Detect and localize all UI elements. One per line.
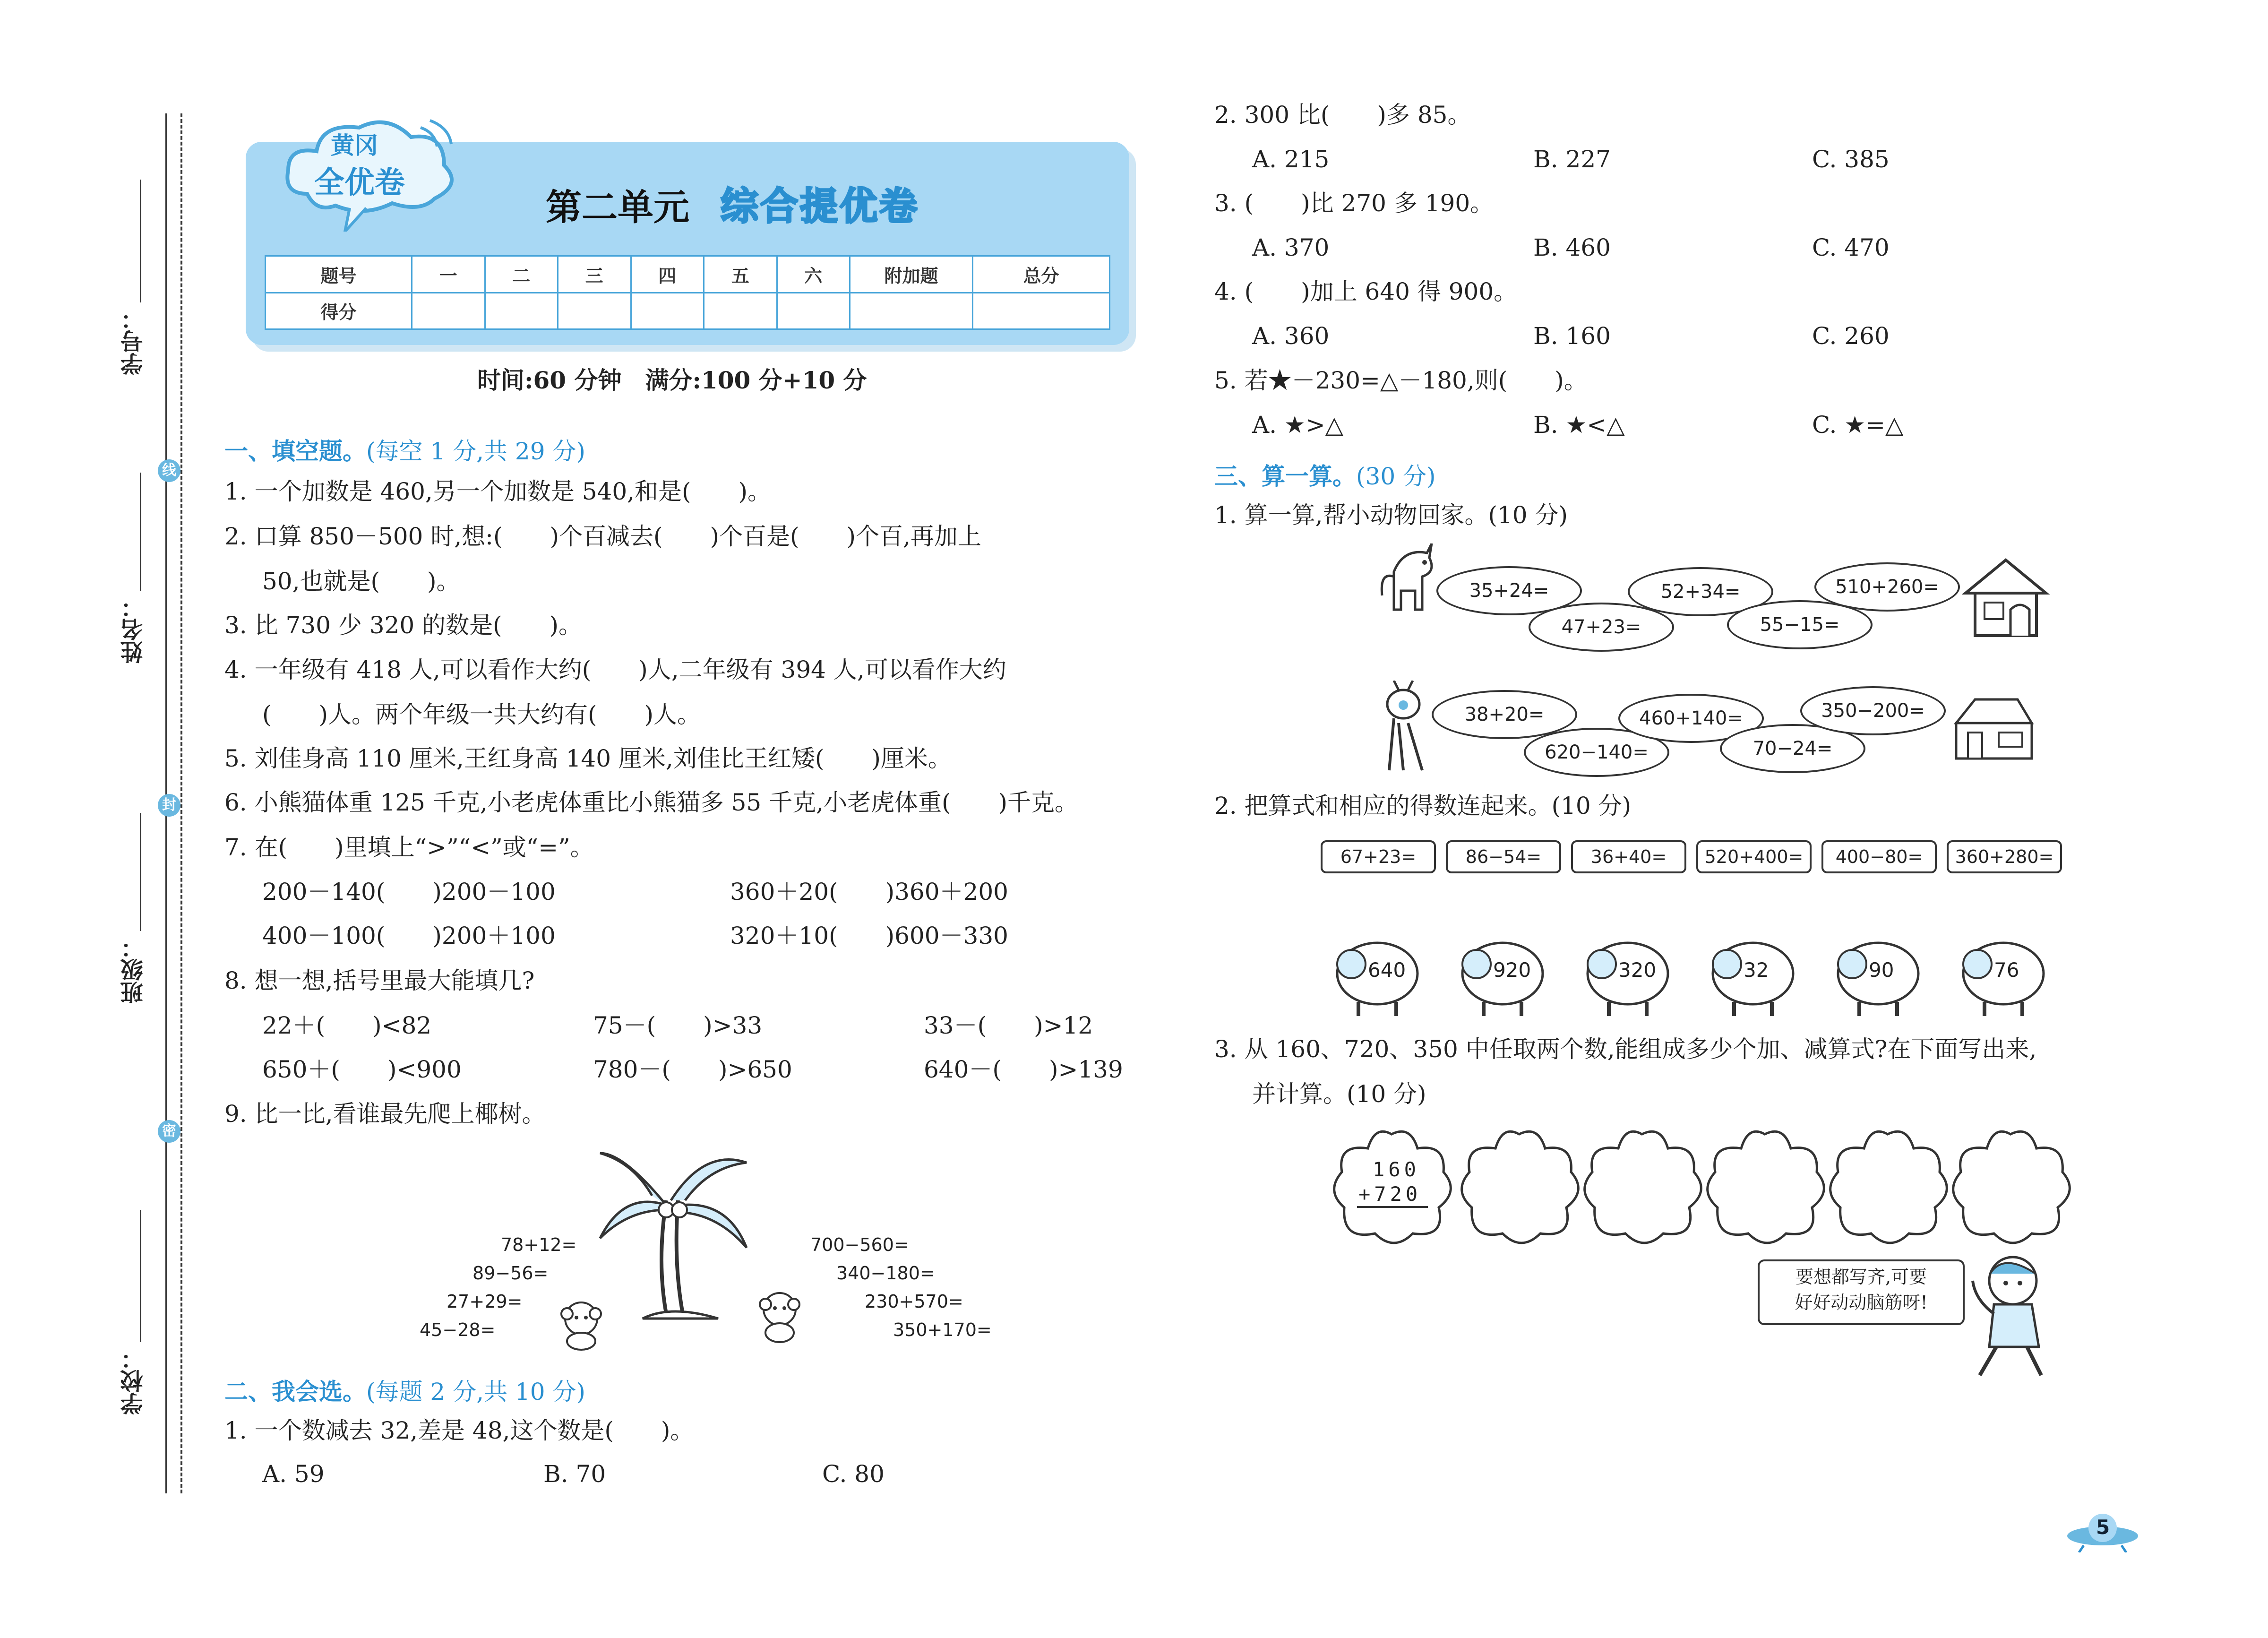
sheep-answer[interactable] [1706, 936, 1800, 1021]
s3-q3-line1: 3. 从 160、720、350 中任取两个数,能组成多少个加、减算式?在下面写出来, [1214, 1035, 2037, 1063]
s2-q2-option-a[interactable]: A. 215 [1252, 146, 1330, 173]
s2-q1-option-c[interactable]: C. 80 [822, 1460, 885, 1488]
s1-q8-item: 780－( )>650 [593, 1056, 792, 1083]
path2-step: 70−24= [1720, 724, 1865, 773]
score-head-cell: 题号 [266, 256, 412, 293]
s2-q5-option-b[interactable]: B. ★<△ [1533, 411, 1625, 439]
tree-right-eq: 340−180= [836, 1263, 935, 1284]
section2-title-text: 二、我会选。 [224, 1378, 366, 1405]
s1-q8-item: 75－( )>33 [593, 1012, 763, 1039]
score-head-cell: 附加题 [850, 256, 973, 293]
label-school: 学校： [120, 1347, 147, 1415]
s1-q5: 5. 刘佳身高 110 厘米,王红身高 140 厘米,刘佳比王红矮( )厘米。 [224, 745, 952, 772]
sheep-answer[interactable] [1581, 936, 1675, 1021]
tree-left-eq: 45−28= [420, 1319, 496, 1340]
tree-left-eq: 78+12= [501, 1234, 577, 1255]
expr-card[interactable]: 360+280= [1947, 840, 2062, 873]
s1-q4-line1: 4. 一年级有 418 人,可以看作大约( )人,二年级有 394 人,可以看作大约 [224, 656, 1006, 683]
answer-flower[interactable] [1701, 1125, 1829, 1248]
path1-step: 55−15= [1727, 600, 1873, 649]
section3-title-text: 三、算一算。 [1214, 462, 1356, 490]
score-cell[interactable] [973, 293, 1110, 329]
expr-card[interactable]: 86−54= [1446, 840, 1561, 873]
s1-q2-line2: 50,也就是( )。 [262, 568, 460, 595]
s2-q2-option-b[interactable]: B. 227 [1533, 146, 1611, 173]
s1-q6: 6. 小熊猫体重 125 千克,小老虎体重比小熊猫多 55 千克,小老虎体重( )千克。 [224, 789, 1079, 816]
seal-feng: 封 [158, 794, 180, 817]
section2-note: (每题 2 分,共 10 分) [366, 1378, 585, 1405]
house-icon [1947, 695, 2036, 761]
answer-flower[interactable] [1455, 1125, 1583, 1248]
class-line [140, 813, 141, 931]
s1-q8: 8. 想一想,括号里最大能填几? [224, 967, 535, 994]
s1-q8-item: 33－( )>12 [924, 1012, 1093, 1039]
s1-q7-item: 320＋10( )600－330 [730, 922, 1008, 949]
score-head-cell: 四 [631, 256, 704, 293]
tree-right-eq: 350+170= [893, 1319, 992, 1340]
section3-note: (30 分) [1356, 463, 1436, 490]
score-cell[interactable] [412, 293, 485, 329]
monkey-right-icon [751, 1285, 808, 1347]
expr-card[interactable]: 67+23= [1321, 840, 1436, 873]
sheep-number: 32 [1744, 958, 1769, 982]
score-head-cell: 五 [704, 256, 777, 293]
s2-q1-option-b[interactable]: B. 70 [543, 1460, 606, 1488]
sheep-number: 76 [1994, 958, 2019, 982]
path2-step: 350−200= [1800, 686, 1946, 735]
example-underline [1357, 1206, 1428, 1208]
s2-q4: 4. ( )加上 640 得 900。 [1214, 278, 1518, 305]
flower-icon [1824, 1125, 1951, 1248]
logo-text-2: 全优卷 [314, 165, 405, 200]
sheep-number: 640 [1368, 958, 1406, 982]
path1-step: 52+34= [1628, 567, 1773, 616]
score-cell[interactable] [631, 293, 704, 329]
tree-right-eq: 230+570= [865, 1291, 963, 1312]
sheep-number: 920 [1493, 958, 1531, 982]
sheep-number: 320 [1618, 958, 1657, 982]
speech-bubble [1758, 1259, 1965, 1325]
sheep-answer[interactable] [1956, 936, 2051, 1021]
s2-q3-option-b[interactable]: B. 460 [1533, 234, 1611, 261]
path1-step: 510+260= [1814, 562, 1960, 612]
flower-icon [1701, 1125, 1829, 1248]
label-name: 姓名： [120, 595, 147, 664]
expr-card[interactable]: 400−80= [1821, 840, 1937, 873]
example-bottom-number: +720 [1358, 1182, 1422, 1206]
answer-flower-example [1328, 1125, 1455, 1248]
label-class: 班级： [120, 936, 147, 1004]
s1-q7-item: 360＋20( )360＋200 [730, 878, 1008, 905]
section2-title [224, 1373, 585, 1407]
path1-step: 35+24= [1436, 566, 1582, 615]
path1-step: 47+23= [1529, 603, 1674, 652]
page-number: 5 [2096, 1516, 2110, 1539]
student-id-line [140, 180, 141, 302]
example-top-number: 160 [1373, 1158, 1420, 1181]
s2-q4-option-c[interactable]: C. 260 [1812, 322, 1890, 350]
s2-q4-option-b[interactable]: B. 160 [1533, 322, 1611, 350]
score-cell[interactable] [704, 293, 777, 329]
s2-q2: 2. 300 比( )多 85。 [1214, 101, 1471, 129]
answer-flower[interactable] [1947, 1125, 2074, 1248]
path2-step: 460+140= [1618, 694, 1764, 743]
sheep-number: 90 [1869, 958, 1894, 982]
s1-q2-line1: 2. 口算 850－500 时,想:( )个百减去( )个百是( )个百,再加上 [224, 523, 981, 550]
logo-text-1: 黄冈 [331, 132, 378, 159]
s2-q5-option-c[interactable]: C. ★=△ [1812, 411, 1904, 439]
score-cell[interactable] [485, 293, 558, 329]
score-head-cell: 二 [485, 256, 558, 293]
score-cell[interactable] [777, 293, 850, 329]
score-cell[interactable] [850, 293, 973, 329]
s1-q8-item: 650＋( )<900 [262, 1056, 462, 1083]
title-subject: 综合提优卷 [721, 184, 919, 228]
sheep-answer[interactable] [1455, 936, 1550, 1021]
answer-flower[interactable] [1578, 1125, 1706, 1248]
s1-q7-item: 200－140( )200－100 [262, 878, 556, 905]
s3-q1: 1. 算一算,帮小动物回家。(10 分) [1214, 501, 1568, 529]
expr-card[interactable]: 36+40= [1571, 840, 1686, 873]
house-icon [1961, 555, 2051, 640]
binding-dashed-line [180, 113, 182, 1493]
score-cell[interactable] [558, 293, 631, 329]
s2-q3-option-a[interactable]: A. 370 [1252, 234, 1330, 261]
s2-q3-option-c[interactable]: C. 470 [1812, 234, 1890, 261]
sheep-answer[interactable] [1831, 936, 1925, 1021]
s3-q3-line2: 并计算。(10 分) [1252, 1080, 1426, 1108]
section1-title-text: 一、填空题。 [224, 437, 366, 465]
unicorn-icon [1375, 543, 1441, 624]
tree-left-eq: 89−56= [472, 1263, 549, 1284]
section1-note: (每空 1 分,共 29 分) [366, 438, 585, 465]
flower-icon [1578, 1125, 1706, 1248]
s3-q2: 2. 把算式和相应的得数连起来。(10 分) [1214, 792, 1632, 819]
bubble-line2: 好好动动脑筋呀! [1795, 1292, 1928, 1313]
s1-q8-item: 22＋( )<82 [262, 1012, 432, 1039]
name-line [140, 473, 141, 591]
s2-q1-option-a[interactable]: A. 59 [262, 1460, 325, 1488]
tree-right-eq: 700−560= [810, 1234, 909, 1255]
score-head-cell: 六 [777, 256, 850, 293]
deer-icon [1370, 681, 1436, 775]
time-info: 时间:60 分钟 满分:100 分+10 分 [477, 366, 867, 394]
seal-xian: 线 [158, 459, 180, 482]
section3-title [1214, 457, 1436, 491]
palm-tree-icon [595, 1144, 751, 1333]
s1-q1: 1. 一个加数是 460,另一个加数是 540,和是( )。 [224, 478, 772, 505]
seal-mi: 密 [158, 1120, 180, 1143]
score-head-cell: 总分 [973, 256, 1110, 293]
s2-q3: 3. ( )比 270 多 190。 [1214, 190, 1494, 217]
s1-q8-item: 640－( )>139 [924, 1056, 1123, 1083]
path2-step: 620−140= [1524, 728, 1669, 777]
score-table [265, 255, 1110, 330]
tree-left-eq: 27+29= [447, 1291, 523, 1312]
flower-icon [1455, 1125, 1583, 1248]
monkey-left-icon [553, 1295, 610, 1352]
answer-flower[interactable] [1824, 1125, 1951, 1248]
s2-q4-option-a[interactable]: A. 360 [1252, 322, 1330, 350]
s1-q9: 9. 比一比,看谁最先爬上椰树。 [224, 1100, 546, 1128]
title-unit: 第二单元 [546, 186, 689, 228]
s1-q7: 7. 在( )里填上“>”“<”或“=”。 [224, 834, 594, 861]
bubble-line1: 要想都写齐,可要 [1795, 1267, 1927, 1287]
s1-q4-line2: ( )人。两个年级一共大约有( )人。 [262, 701, 701, 728]
section1-title [224, 432, 585, 466]
s2-q2-option-c[interactable]: C. 385 [1812, 146, 1890, 173]
score-row-label: 得分 [266, 293, 412, 329]
thinking-boy-icon [1961, 1252, 2055, 1385]
sheep-answer[interactable] [1330, 936, 1425, 1021]
s2-q1: 1. 一个数减去 32,差是 48,这个数是( )。 [224, 1417, 694, 1444]
path2-step: 38+20= [1432, 690, 1577, 739]
school-line [140, 1210, 141, 1342]
s1-q7-item: 400－100( )200＋100 [262, 922, 556, 949]
s2-q5-option-a[interactable]: A. ★>△ [1252, 411, 1344, 439]
score-head-cell: 一 [412, 256, 485, 293]
s2-q5: 5. 若★－230=△－180,则( )。 [1214, 367, 1588, 394]
score-head-cell: 三 [558, 256, 631, 293]
s1-q3: 3. 比 730 少 320 的数是( )。 [224, 612, 583, 639]
label-student-id: 学号： [120, 307, 147, 375]
flower-icon [1947, 1125, 2074, 1248]
expr-card[interactable]: 520+400= [1696, 840, 1812, 873]
